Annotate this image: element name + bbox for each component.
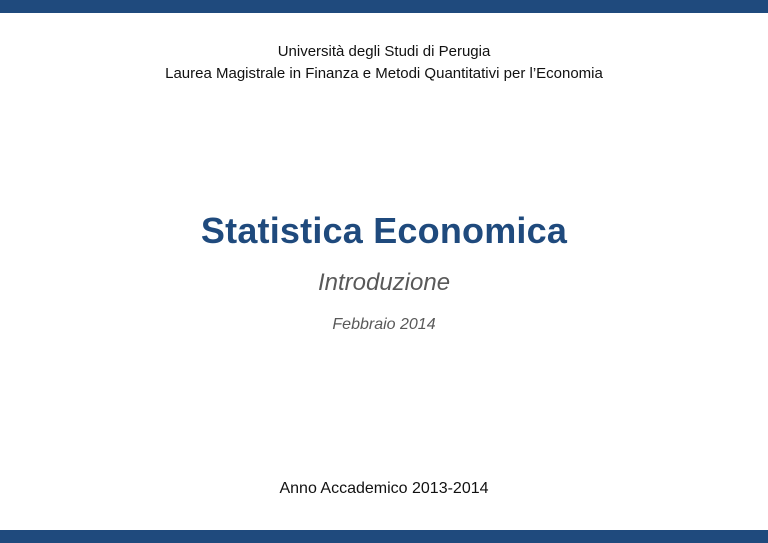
academic-year: Anno Accademico 2013-2014 [279,480,489,497]
page-title: Statistica Economica [200,210,568,251]
page-subtitle: Introduzione [317,269,451,296]
presentation-date: Febbraio 2014 [332,316,436,333]
top-accent-bar [0,0,768,13]
bottom-accent-bar [0,530,768,543]
degree-program: Laurea Magistrale in Finanza e Metodi Quantitativi per l’Economia [165,65,603,82]
university-name: Università degli Studi di Perugia [277,43,491,60]
